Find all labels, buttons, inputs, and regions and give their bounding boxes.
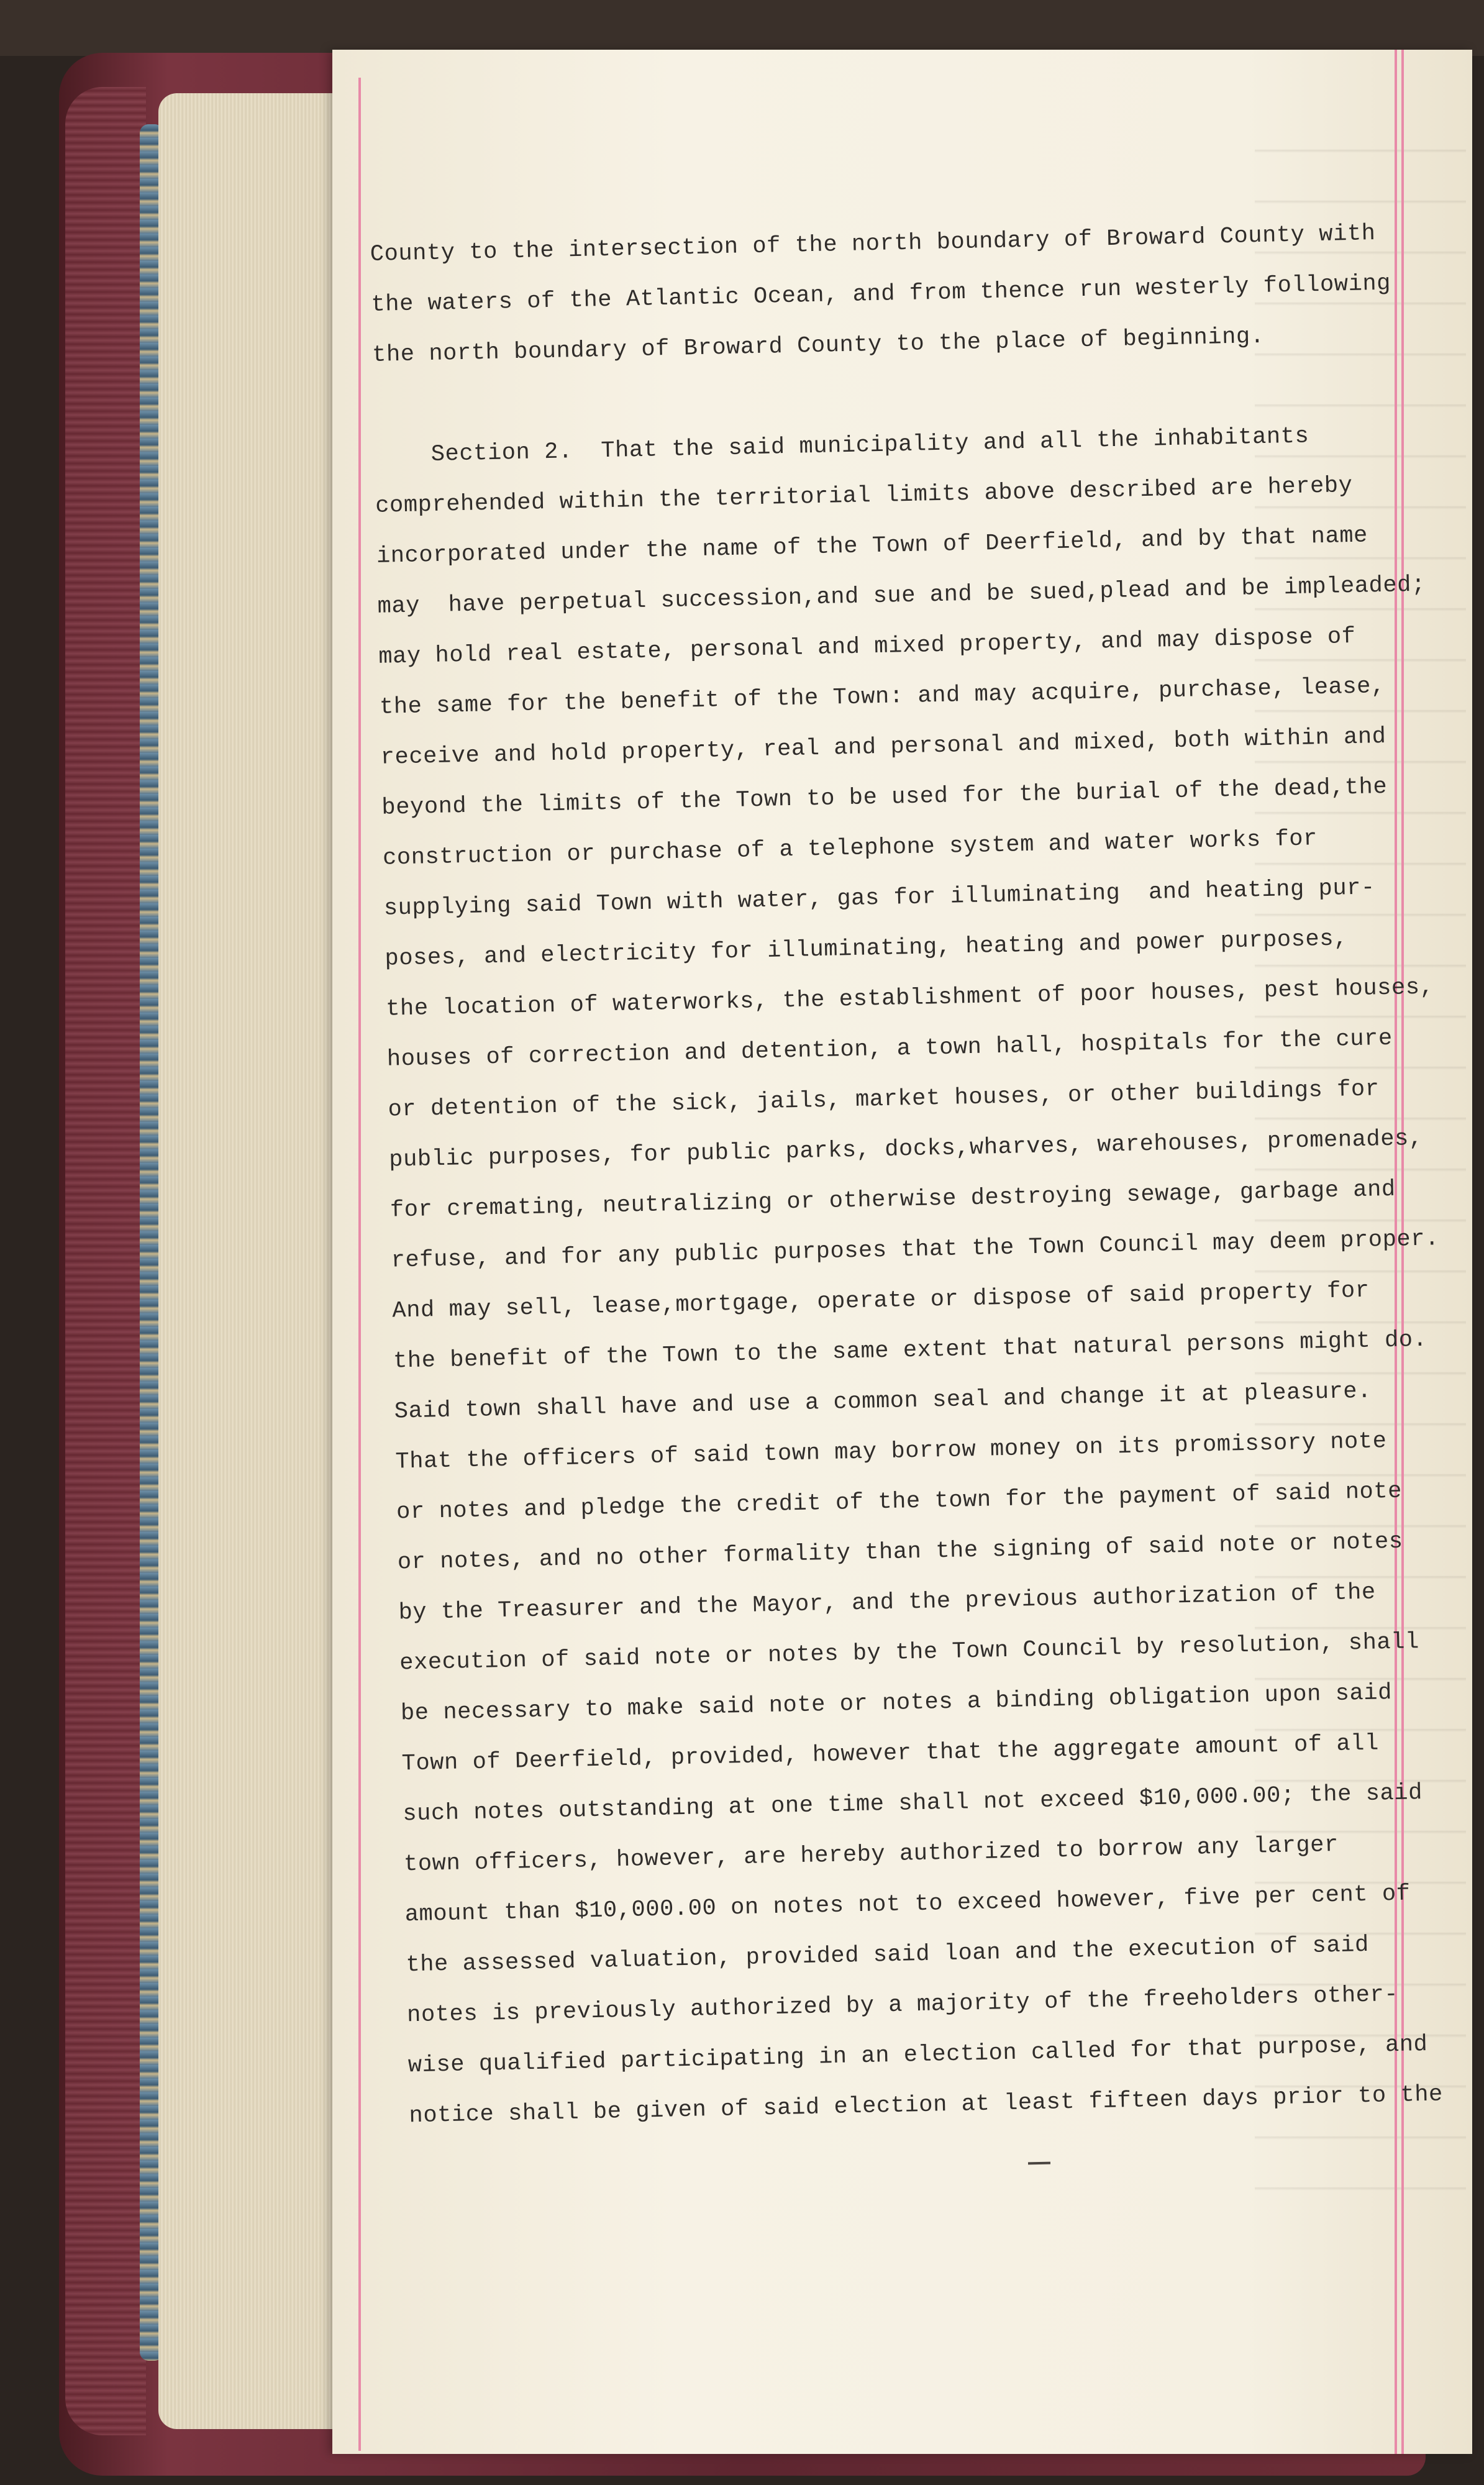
text-line: public purposes, for public parks, docks,wharves, warehouses, promenades,	[388, 1125, 1424, 1174]
text-line: may hold real estate, personal and mixed property, and may dispose of	[378, 623, 1356, 670]
text-line: Said town shall have and use a common seal and change it at pleasure.	[394, 1378, 1372, 1425]
background	[0, 0, 1484, 56]
text-line: receive and hold property, real and personal and mixed, both within and	[380, 723, 1386, 771]
text-line: houses of correction and detention, a town hall, hospitals for the cure	[386, 1025, 1393, 1073]
text-line: the location of waterworks, the establishment of poor houses, pest houses,	[385, 974, 1434, 1023]
section-heading-line: Section 2. That the said municipality and all the inhabitants	[374, 423, 1309, 469]
text-line: And may sell, lease,mortgage, operate or dispose of said property for	[392, 1277, 1370, 1325]
text-line: or notes and pledge the credit of the town for the payment of said note	[396, 1478, 1403, 1526]
text-line: County to the intersection of the north boundary of Broward County with	[370, 221, 1376, 268]
text-line: poses, and electricity for illuminating, heating and power purposes,	[385, 926, 1349, 972]
text-line: the north boundary of Broward County to the place of beginning.	[371, 323, 1265, 368]
text-line: or notes, and no other formality than the signing of said note or notes	[397, 1528, 1404, 1576]
text-line: town officers, however, are hereby authorized to borrow any larger	[403, 1831, 1339, 1878]
text-line: or detention of the sick, jails, market houses, or other buildings for	[388, 1076, 1380, 1123]
text-line: refuse, and for any public purposes that the Town Council may deem proper.	[391, 1226, 1440, 1274]
text-line: by the Treasurer and the Mayor, and the previous authorization of the	[398, 1579, 1377, 1626]
text-line: the same for the benefit of the Town: and may acquire, purchase, lease,	[379, 673, 1386, 721]
text-line: That the officers of said town may borrow money on its promissory note	[395, 1428, 1387, 1475]
text-line: wise qualified participating in an election called for that purpose, and	[407, 2031, 1428, 2079]
text-line: for cremating, neutralizing or otherwise destroying sewage, garbage and	[389, 1176, 1396, 1224]
text-line: incorporated under the name of the Town of Deerfield, and by that name	[376, 522, 1368, 570]
text-line: Town of Deerfield, provided, however that the aggregate amount of all	[401, 1730, 1380, 1777]
text-line: may have perpetual succession,and sue and be sued,plead and be impleaded;	[377, 572, 1426, 620]
typed-text	[370, 207, 1465, 2141]
text-line: construction or purchase of a telephone system and water works for	[382, 826, 1318, 872]
left-margin-rule	[358, 78, 361, 2451]
text-line: be necessary to make said note or notes a binding obligation upon said	[400, 1680, 1393, 1727]
text-line: notes is previously authorized by a majority of the freeholders other-	[406, 1981, 1399, 2029]
text-line: amount than $10,000.00 on notes not to exceed however, five per cent of	[404, 1881, 1411, 1928]
text-line: beyond the limits of the Town to be used for the burial of the dead,the	[381, 773, 1388, 821]
text-line: the waters of the Atlantic Ocean, and from thence run westerly following	[371, 270, 1391, 318]
closing-dash	[1028, 2162, 1050, 2165]
text-line: execution of said note or notes by the Town Council by resolution, shall	[399, 1629, 1420, 1677]
text-line: the benefit of the Town to the same extent that natural persons might do.	[393, 1326, 1427, 1375]
text-line: such notes outstanding at one time shall not exceed $10,000.00; the said	[402, 1780, 1423, 1828]
text-line: notice shall be given of said election at least fifteen days prior to the	[409, 2081, 1444, 2130]
cover-spine-edge	[65, 87, 146, 2435]
text-line: supplying said Town with water, gas for illuminating and heating pur-	[383, 875, 1376, 922]
text-line: the assessed valuation, provided said loan and the execution of said	[406, 1931, 1370, 1979]
text-line: comprehended within the territorial limits above described are hereby	[375, 472, 1353, 519]
page-stack	[158, 93, 357, 2429]
